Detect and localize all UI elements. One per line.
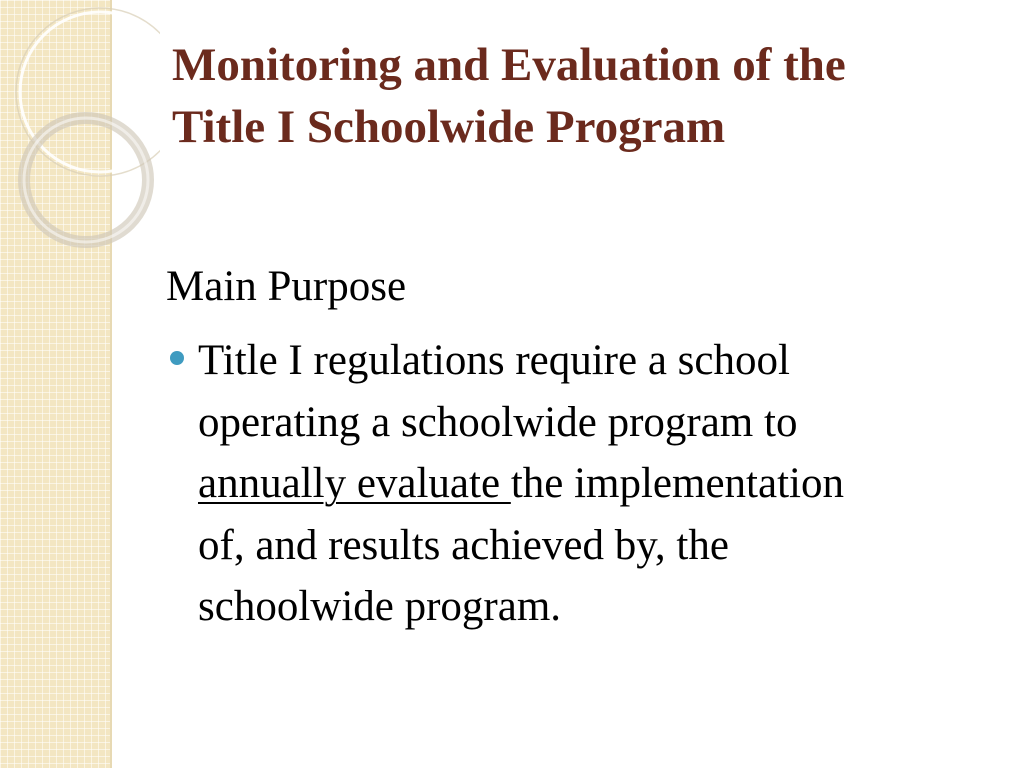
underlined-phrase: annually evaluate xyxy=(198,460,511,507)
bullet-line-4: of, and results achieved by, the xyxy=(198,521,729,569)
bullet-line-1: Title I regulations require a school xyxy=(198,337,790,384)
bullet-line-3 xyxy=(198,453,844,515)
bullet-line-5: schoolwide program. xyxy=(198,583,562,630)
title-line-1: Monitoring and Evaluation of the xyxy=(172,39,846,91)
title-line-2: Title I Schoolwide Program xyxy=(172,101,726,153)
decorative-rings-icon xyxy=(0,0,160,260)
subheading: Main Purpose xyxy=(166,263,407,310)
bullet-line-2: operating a schoolwide program to xyxy=(198,398,798,446)
list-item xyxy=(166,330,844,638)
slide-title xyxy=(172,34,1002,158)
bullet-dot-icon xyxy=(170,351,184,365)
bullet-line-3-rest: the implementation xyxy=(510,460,844,507)
bullet-list xyxy=(166,330,844,638)
